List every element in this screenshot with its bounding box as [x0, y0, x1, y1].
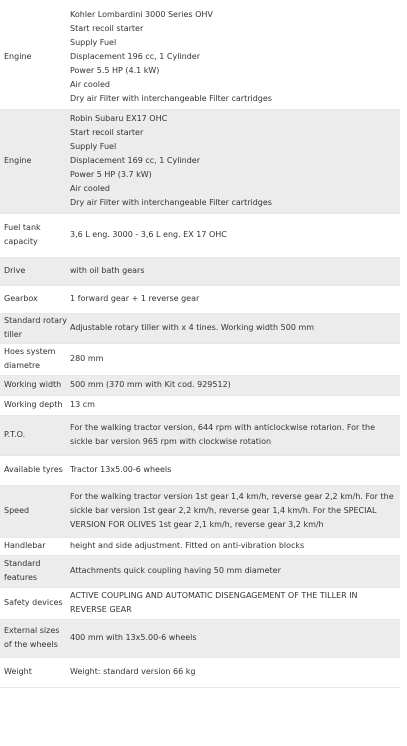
spec-value [67, 455, 400, 485]
spec-value-line: 280 mm [70, 354, 104, 363]
spec-label: Engine [0, 5, 67, 109]
spec-row [0, 395, 400, 415]
spec-label: Weight [0, 657, 67, 687]
spec-value-line: Robin Subaru EX17 OHC [70, 114, 168, 123]
spec-row [0, 657, 400, 687]
spec-value-line: For the walking tractor version, 644 rpm with anticlockwise rotarion. For the sickle bar version 965 rpm with clockwise rotation [70, 423, 375, 446]
spec-row [0, 375, 400, 395]
spec-row [0, 313, 400, 343]
spec-value [67, 285, 400, 313]
spec-value-line: Start recoil starter [70, 23, 144, 33]
spec-label: Engine [0, 109, 67, 213]
spec-value [67, 257, 400, 285]
spec-row [0, 257, 400, 285]
spec-value-line: Air cooled [70, 184, 110, 193]
spec-label: Hoes system diametre [0, 343, 67, 375]
spec-value [67, 313, 400, 343]
spec-label: External sizes of the wheels [0, 619, 67, 657]
spec-value-line: Start recoil starter [70, 128, 144, 137]
spec-value-line: Supply Fuel [70, 142, 117, 151]
spec-value-line: 13 cm [70, 400, 95, 409]
spec-value [67, 375, 400, 395]
spec-value [67, 395, 400, 415]
spec-label: Working depth [0, 395, 67, 415]
spec-value-line: 1 forward gear + 1 reverse gear [70, 294, 200, 303]
spec-value-line: ACTIVE COUPLING AND AUTOMATIC DISENGAGEMENT OF THE TILLER IN REVERSE GEAR [70, 591, 358, 614]
spec-value [67, 537, 400, 555]
spec-value-line: Displacement 169 cc, 1 Cylinder [70, 156, 200, 165]
spec-label: Speed [0, 485, 67, 537]
spec-value-line: height and side adjustment. Fitted on anti-vibration blocks [70, 541, 305, 550]
spec-value [67, 555, 400, 587]
spec-row [0, 213, 400, 257]
spec-value [67, 5, 400, 109]
spec-value-line: Supply Fuel [70, 37, 117, 47]
spec-value-line: 500 mm (370 mm with Kit cod. 929512) [70, 380, 231, 389]
spec-value-line: Air cooled [70, 79, 110, 89]
spec-table-body [0, 5, 400, 687]
spec-label: Safety devices [0, 587, 67, 619]
spec-value-line: For the walking tractor version 1st gear 1,4 km/h, reverse gear 2,2 km/h. For the sickle bar version 1st gear 2,2 km/h, reverse gear 1,4 km/h. For the SPECIAL VERSION FOR OLIVES 1st gear 2,1 km/h, reverse gear 3,2 km/h [70, 492, 394, 529]
spec-value-line: 3,6 L eng. 3000 - 3,6 L eng. EX 17 OHC [70, 230, 227, 239]
spec-row [0, 455, 400, 485]
spec-value [67, 343, 400, 375]
spec-value-line: Dry air Filter with interchangeable Filter cartridges [70, 198, 272, 207]
spec-value-line: 400 mm with 13x5.00-6 wheels [70, 633, 197, 642]
spec-label: Standard rotary tiller [0, 313, 67, 343]
spec-value-line: Displacement 196 cc, 1 Cylinder [70, 51, 200, 61]
spec-row [0, 5, 400, 109]
spec-label: Handlebar [0, 537, 67, 555]
spec-row [0, 415, 400, 455]
spec-label: Fuel tank capacity [0, 213, 67, 257]
spec-table [0, 5, 400, 688]
spec-value [67, 619, 400, 657]
spec-row [0, 485, 400, 537]
spec-label: P.T.O. [0, 415, 67, 455]
spec-value-line: Kohler Lombardini 3000 Series OHV [70, 9, 213, 19]
spec-value [67, 485, 400, 537]
spec-value-line: with oil bath gears [70, 266, 145, 275]
spec-value [67, 657, 400, 687]
spec-value-line: Tractor 13x5.00-6 wheels [70, 465, 172, 474]
spec-label: Gearbox [0, 285, 67, 313]
spec-value [67, 213, 400, 257]
spec-value-line: Dry air Filter with interchangeable Filter cartridges [70, 93, 272, 103]
spec-value-line: Weight: standard version 66 kg [70, 667, 196, 676]
spec-row [0, 285, 400, 313]
spec-row [0, 619, 400, 657]
spec-value-line: Power 5.5 HP (4.1 kW) [70, 65, 160, 75]
spec-label: Available tyres [0, 455, 67, 485]
spec-value [67, 587, 400, 619]
spec-value [67, 109, 400, 213]
spec-row [0, 109, 400, 213]
spec-row [0, 555, 400, 587]
spec-row [0, 537, 400, 555]
spec-label: Standard features [0, 555, 67, 587]
spec-label: Drive [0, 257, 67, 285]
spec-row [0, 343, 400, 375]
spec-value [67, 415, 400, 455]
spec-value-line: Attachments quick coupling having 50 mm diameter [70, 566, 281, 575]
spec-label: Working width [0, 375, 67, 395]
spec-value-line: Adjustable rotary tiller with x 4 tines. Working width 500 mm [70, 323, 315, 332]
spec-value-line: Power 5 HP (3.7 kW) [70, 170, 152, 179]
spec-row [0, 587, 400, 619]
